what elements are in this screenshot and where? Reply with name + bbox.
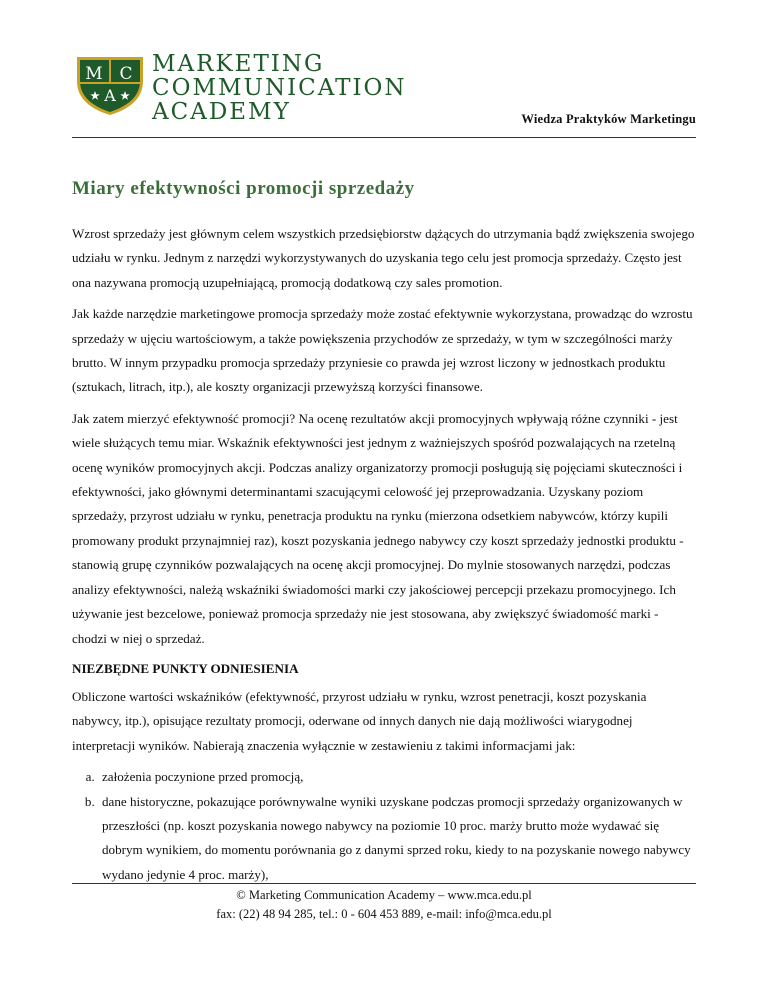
paragraph: Obliczone wartości wskaźników (efektywność, przyrost udziału w rynku, wzrost penetracji, koszt pozyskania nabywcy, itp.), opisujące rezultaty promocji, oderwane od innych danych nie dają możliwości wiarygodnej interpretacji wyników. Nabierają znaczenia wyłącznie w zestawieniu z takimi informacjami jak: (72, 688, 647, 753)
shield-logo-icon (75, 55, 145, 117)
logo-letter-a: A (104, 86, 116, 105)
logo-wordmark (152, 52, 407, 124)
document-body (72, 178, 696, 887)
logo-letter-c: C (119, 64, 133, 84)
logo-line-communication: COMMUNICATION (152, 75, 407, 101)
list-item: a. założenia poczynione przed promocją, (98, 765, 696, 789)
paragraph: Jak każde narzędzie marketingowe promocja sprzedaży może zostać efektywnie wykorzystana, prowadząc do wzrostu sprzedaży w ujęciu wartościowym, a także powiększenia przychodów ze sprzedaży, w tym w szczególności marży brutto. W innym przypadku promocja sprzedaży przyniesie co prawda jej wzrost liczony w jednostkach produktu (sztukach, litrach, itp.), ale koszty organizacji przewyższą korzyści finansowe. (72, 306, 693, 395)
section-heading: NIEZBĘDNE PUNKTY ODNIESIENIA (72, 660, 299, 676)
footer-copyright: © Marketing Communication Academy – www.mca.edu.pl (236, 888, 532, 902)
paragraph: Wzrost sprzedaży jest głównym celem wszystkich przedsiębiorstw dążących do utrzymania bądź zwiększenia swojego udziału w rynku. Jednym z narzędzi wykorzystywanych do uzyskania tego celu jest promocja sprzedaży. Często jest ona nazywana promocją uzupełniającą, promocją dodatkową czy sales promotion. (72, 226, 695, 290)
header-divider (72, 137, 696, 138)
footer-divider (72, 883, 696, 884)
logo-line-marketing: MARKETING (152, 51, 325, 77)
criteria-list (72, 765, 696, 887)
document-title: Miary efektywności promocji sprzedaży (72, 178, 415, 199)
footer-contact: fax: (22) 48 94 285, tel.: 0 - 604 453 889, e-mail: info@mca.edu.pl (216, 907, 552, 921)
page-header (72, 52, 696, 138)
header-tagline: Wiedza Praktyków Marketingu (521, 112, 696, 126)
paragraph: Jak zatem mierzyć efektywność promocji? Na ocenę rezultatów akcji promocyjnych wpływają różne czynniki - jest wiele służących temu miar. Wskaźnik efektywności jest jednym z ważniejszych spośród pozwalających na rzetelną ocenę wyników promocyjnych akcji. Podczas analizy organizatorzy promocji posługują się pojęciami skuteczności i efektywności, jako głównymi determinantami szacującymi celowość jej przeprowadzania. Uzyskany poziom sprzedaży, przyrost udziału w rynku, penetracja produktu na rynku (mierzona odsetkiem nabywców, którzy kupili promowany produkt przynajmniej raz), koszt pozyskania jednego nabywcy czy koszt sprzedaży jednostki produktu - stanowią grupę czynników pozwalających na ocenę akcji promocyjnej. Do mylnie stosowanych narzędzi, podczas analizy efektywności, należą wskaźniki świadomości marki czy jakościowej percepcji przekazu promocyjnego. Ich używanie jest bezcelowe, ponieważ promocja sprzedaży nie jest stosowana, aby zwiększyć świadomość marki - chodzi w niej o sprzedaż. (72, 410, 684, 646)
list-item: b. dane historyczne, pokazujące porównywalne wyniki uzyskane podczas promocji sprzedaży organizowanych w przeszłości (np. koszt pozyskania nowego nabywcy na poziomie 10 proc. marży brutto może wydawać się dobrym wynikiem, do momentu porównania go z danymi sprzed roku, kiedy to na pozyskanie nowego nabywcy wydano jedynie 4 proc. marży), (98, 790, 696, 888)
logo-line-academy: ACADEMY (152, 99, 291, 125)
page-footer (72, 886, 696, 924)
logo-letter-m: M (85, 64, 103, 84)
mca-logo (75, 55, 145, 122)
